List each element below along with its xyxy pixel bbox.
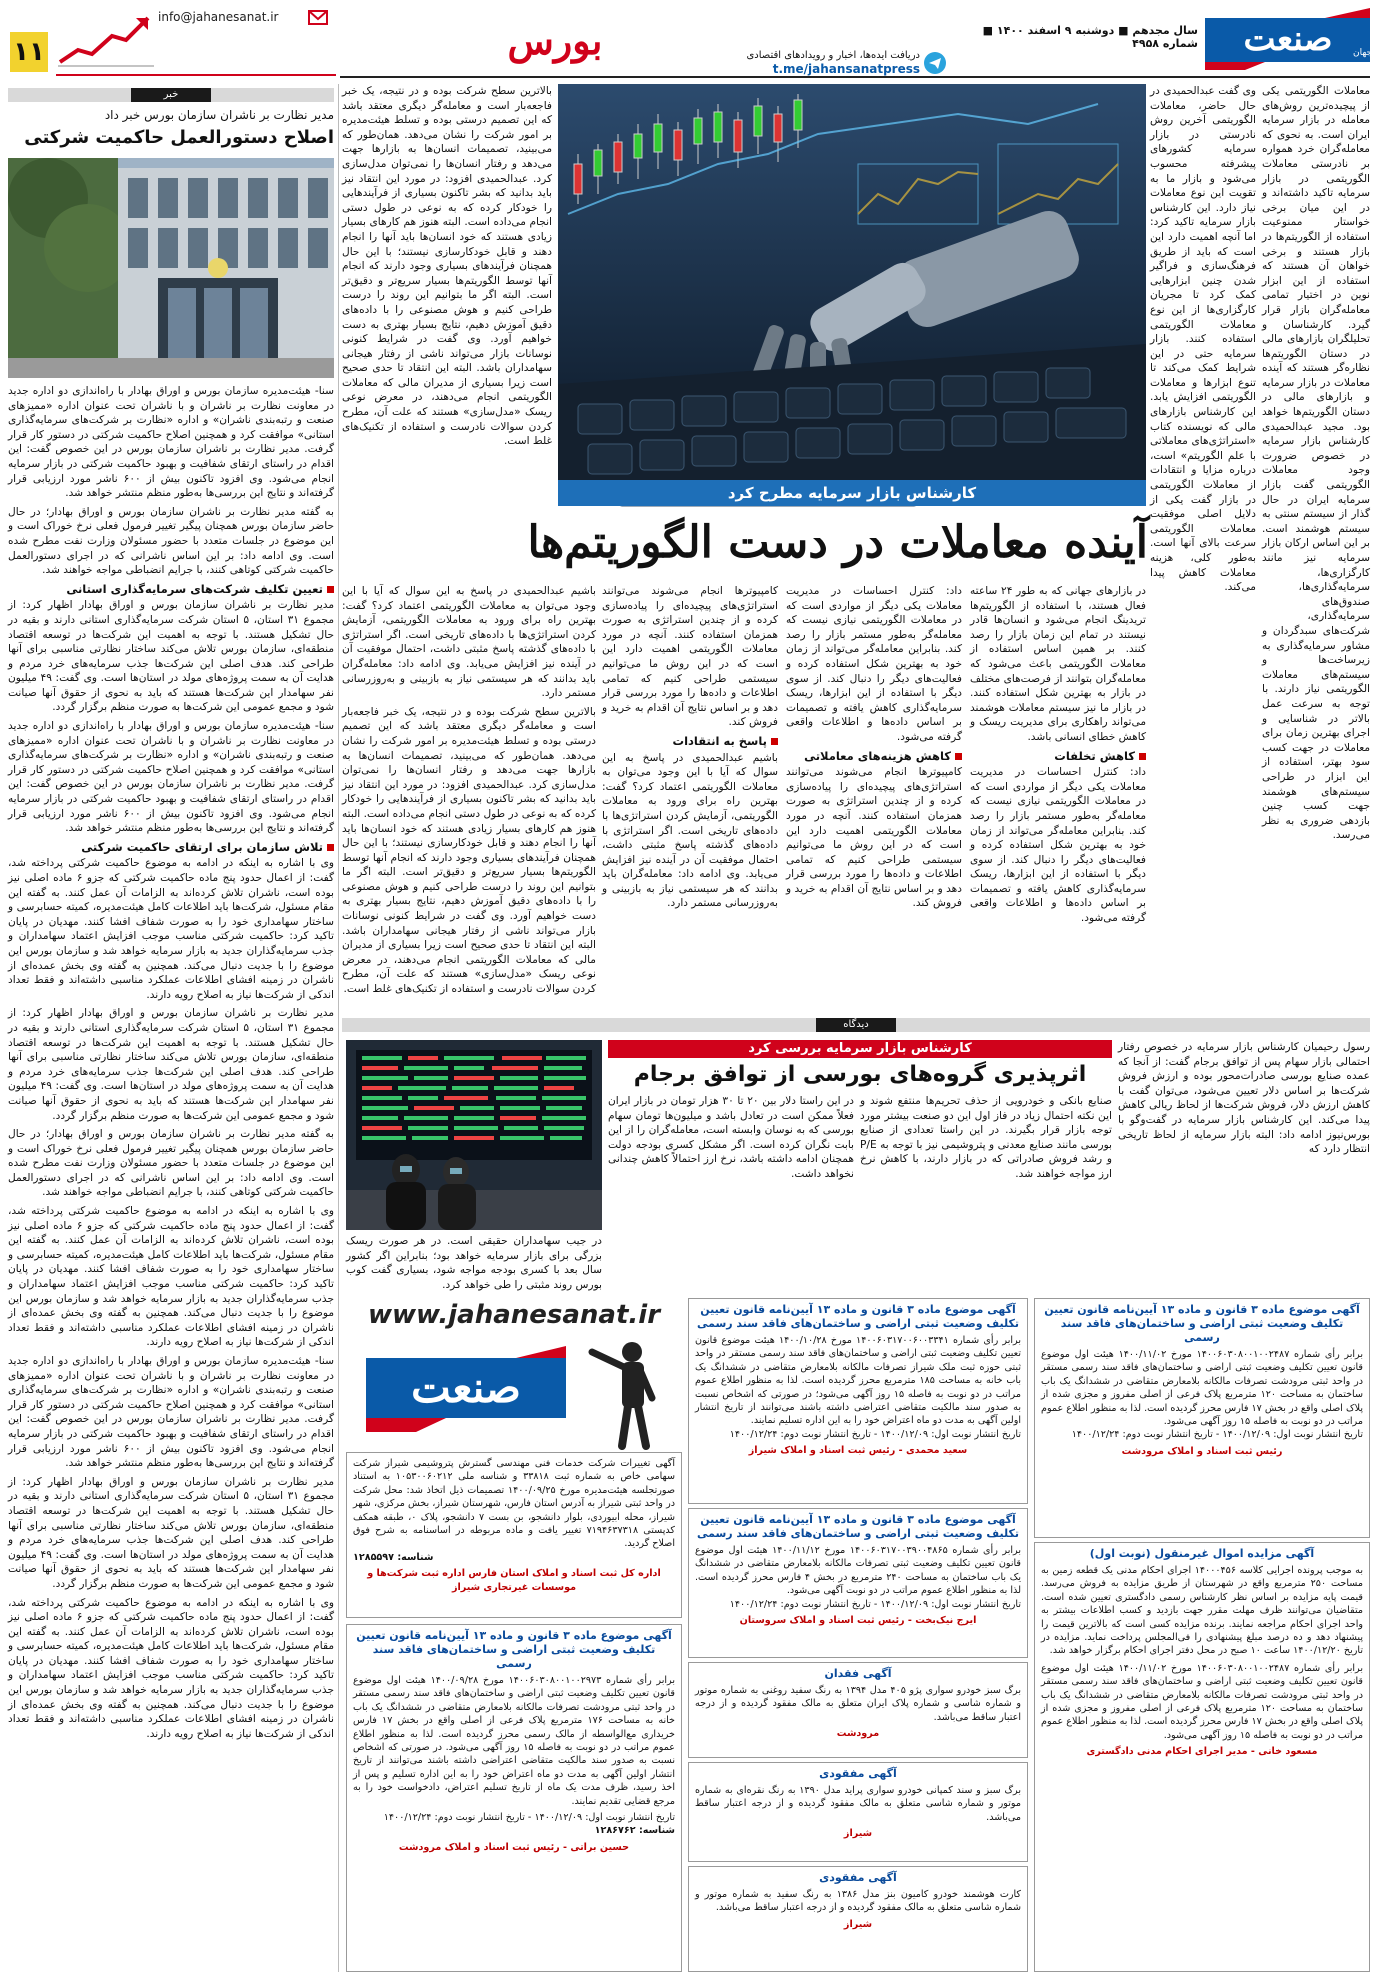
main-article-kicker-text: کارشناس بازار سرمایه مطرح کرد [727, 484, 977, 502]
main-article-col-lower-3 [602, 584, 778, 1012]
ad-id: شناسه: ۱۲۸۵۵۹۷ [353, 1551, 434, 1563]
ad-mid-4 [688, 1762, 1028, 1862]
main-article-text: معاملات الگوریتمی یکی از پیچیده‌ترین روش‌های معامله در بازار سرمایه ایران است. به نحوی که معامله‌گران خرد همواره بر نادرستی معاملات الگوریتمی در بازار سرمایه تاکید داشته‌اند و در این میان برخی خواستار ممنوعیت استفاده از الگوریتم‌ها در بازار هستند و برخی خواهان آن هستند که استفاده از این ابزار نوین در اختیار تمامی معامله‌گران بازار قرار گیرد. کارشناسان و تحلیلگران بازارهای مالی در دستان الگوریتم‌ها نظاره‌گر هستند که آینده معاملات در بازار سرمایه و بازارهای مالی در دستان الگوریتم‌ها خواهد بود. مجید عبدالحمیدی کارشناس بازار سرمایه در خصوص ضرورت وجود معاملات الگوریتمی گفت بازار سرمایه ایران در حال گذار از سیستم سنتی به سیستم هوشمند است. بر این اساس ارکان بازار سرمایه نیز مانند کارگزاری‌ها، سرمایه‌گذاری‌ها، صندوق‌های سرمایه‌گذاری، شرکت‌های سبدگردان و مشاور سرمایه‌گذاری به زیرساخت‌ها و سیستم‌های معاملات الگوریتمی نیاز دارند. با توجه به سرعت عمل بالاتر در شناسایی و اجرای بهترین زمان برای معاملات در جهت کسب سود بهتر، استفاده از این ابزار در طراحی سیستم‌های هوشمند جهت کسب چنین بازدهی ضروری به نظر می‌رسد. [1262, 85, 1370, 842]
ad-signature: مرودشت [836, 1728, 880, 1740]
subhead-takhalofat: کاهش تخلفات [970, 749, 1146, 764]
ad-mid-2 [688, 1508, 1028, 1658]
ad-date: تاریخ انتشار نوبت اول: ۱۴۰۰/۱۲/۰۹ - تاریخ انتشار نوبت دوم: ۱۴۰۰/۱۲/۲۴ [1071, 1429, 1363, 1441]
website-promo [346, 1298, 682, 1448]
ad-text: برگ سبز و سند کمپانی خودرو سواری پراید مدل ۱۳۹۰ به رنگ نقره‌ای به شماره موتور و شماره شاسی متعلق به مالک مفقود گردیده و از درجه اعتبار ساقط می‌باشد. [695, 1785, 1021, 1823]
ad-signature: سعید محمدی - رئیس ثبت اسناد و املاک شیراز [748, 1445, 968, 1457]
news-text: به گفته مدیر نظارت بر ناشران سازمان بورس و اوراق بهادار؛ در حال حاضر سازمان بورس همچنان پیگیر تغییر فرمول فعلی نرخ خوراک است و این موضوع در جلسات متعدد با حضور مسئولان وزارت نفت مطرح شده است. وی ادامه داد: بر این اساس ناشرانی که در اجرای دستورالعمل حاکمیت شرکتی کوتاهی کنند، با جرایم انضباطی مواجه خواهند شد. [8, 1128, 334, 1199]
ad-text: برابر رأی شماره ۱۴۰۰۶۰۳۰۸۰۰۱۰۰۲۴۸۷ مورخ ۱۴۰۰/۱۱/۰۲ هیئت اول موضوع قانون تعیین تکلیف وضعیت ثبتی اراضی و ساختمان‌های فاقد سند رسمی مستقر در واحد ثبتی مرودشت تصرفات مالکانه بلامعارض متقاضی در ششدانگ یک باب ساختمان به مساحت ۱۲۰ مترمربع پلاک فرعی از اصلی مفروز و مجزی شده از پلاک اصلی واقع در بخش ۱۷ فارس محرز گردیده است. لذا به منظور اطلاع عموم مراتب در دو نوبت به فاصله ۱۵ روز آگهی می‌شود. [1041, 1349, 1364, 1428]
main-article-text: بالاترین سطح شرکت بوده و در نتیجه، یک خبر فاجعه‌بار است و معامله‌گر دیگری معتقد باشد که این تصمیم درستی بوده و تسلط هیئت‌مدیره بر امور شرکت را نشان می‌دهد. همان‌طور که می‌بینید، تصمیمات انسان‌ها به بازارها جهت می‌دهد و رفتار انسان‌ها را نمی‌توان مدل‌سازی کرد. عبدالحمیدی افزود: در مورد این انتقاد نیز باید بدانید که بشر تاکنون بسیاری از فرآیندهایی را خودکار کرده که به نوعی در طول دستی انجام می‌داده است. البته هنوز هم کارهای بسیار زیادی هستند که خود انسان‌ها باید آنها را انجام دهند و قابل خودکارسازی نیستند؛ با این حال همچنان فرآیندهای بسیاری وجود دارند که انجام آنها توسط الگوریتم‌ها بسیار سریع‌تر و دقیق‌تر است. البته اگر ما بتوانیم این روند را درست طراحی کنیم و هوش مصنوعی را با داده‌های دقیق آموزش دهیم، نتایج بسیار بهتری به دست خواهیم آورد. وی گفت در شرایط کنونی نوسانات بازار می‌تواند ناشی از رفتار هیجانی سهامداران باشد. البته این انتقاد تا حدی صحیح است زیرا بسیاری از مدیران مالی که معاملات الگوریتمی انجام می‌دهند، در معرض نوعی ریسک «مدل‌سازی» هستند که علت آن، مطرح کردن سوالات نادرست و استفاده از تکنیک‌های غلط است. [342, 85, 552, 448]
didehgah-tag-bar [342, 1018, 1370, 1032]
telegram-link[interactable]: t.me/jahansanatpress [772, 62, 920, 76]
page-number: ۱۱ [13, 37, 45, 67]
main-article-headline: آینده معاملات در دست الگوریتم‌ها [527, 517, 1148, 568]
didehgah-tag: دیدگاه [816, 1018, 896, 1032]
subhead-entegad: پاسخ به انتقادات [602, 734, 778, 749]
didehgah-col-4 [346, 1234, 602, 1294]
page-number-box [10, 32, 48, 72]
news-headline: اصلاح دستورالعمل حاکمیت شرکتی [24, 127, 334, 148]
ad-right-2 [1034, 1542, 1370, 1972]
main-article-col-mid-top [342, 84, 552, 580]
ad-mid-1 [688, 1298, 1028, 1504]
main-article-col-right-2 [1150, 84, 1256, 784]
email-text[interactable]: info@jahanesanat.ir [158, 10, 279, 24]
news-text: به گفته مدیر نظارت بر ناشران سازمان بورس و اوراق بهادار؛ در حال حاضر سازمان بورس همچنان پیگیر تغییر فرمول فعلی نرخ خوراک است و این موضوع در جلسات متعدد با حضور مسئولان وزارت نفت مطرح شده است. وی ادامه داد: بر این اساس ناشرانی که در اجرای دستورالعمل حاکمیت شرکتی کوتاهی کنند، با جرایم انضباطی مواجه خواهند شد. [8, 505, 334, 577]
news-body [8, 384, 334, 1972]
robot-trading-image [558, 84, 1146, 506]
news-text: مدیر نظارت بر ناشران سازمان بورس و اوراق بهادار اظهار کرد: از مجموع ۳۱ استان، ۵ استان شرکت سرمایه‌گذاری استانی دارند و بقیه در حال تشکیل هستند. با توجه به اهمیت این شرکت‌ها در توسعه اقتصاد منطقه‌ای، سازمان بورس تلاش می‌کند ساختار نظارتی مناسبی برای آنها طراحی کند. هدف اصلی این شرکت‌ها جذب سرمایه‌های خرد مردم و هدایت آن به سمت پروژه‌های مولد در استان‌ها است. وی گفت: ۴۹ میلیون نفر سهامدار این شرکت‌ها هستند که باید به نحوی از حقوق آنها صیانت شود و مجمع عمومی این شرکت‌ها به صورت منظم برگزار گردد. [8, 1475, 334, 1590]
news-text: مدیر نظارت بر ناشران سازمان بورس و اوراق بهادار اظهار کرد: از مجموع ۳۱ استان، ۵ استان شرکت سرمایه‌گذاری استانی دارند و بقیه در حال تشکیل هستند. با توجه به اهمیت این شرکت‌ها در توسعه اقتصاد منطقه‌ای، سازمان بورس تلاش می‌کند ساختار نظارتی مناسبی برای آنها طراحی کند. هدف اصلی این شرکت‌ها جذب سرمایه‌های خرد مردم و هدایت آن به سمت پروژه‌های مولد در استان‌ها است. وی گفت: ۴۹ میلیون نفر سهامدار این شرکت‌ها هستند که باید به نحوی از حقوق آنها صیانت شود و مجمع عمومی این شرکت‌ها به صورت منظم برگزار گردد. [8, 599, 334, 714]
didehgah-text: صنایع بانکی و خودرویی از حذف تحریم‌ها منتفع شوند و این نکته احتمال زیاد در فاز اول این دو صنعت بیشتر مورد توجه بازار قرار بگیرند. در این راستا تعدادی از صنایع بورسی مانند صنایع معدنی و پتروشیمی نیز با توجه به P/E و رشد فروش صادراتی که در بازار دارند، با کاهش نرخ ارز مواجه خواهند شد. [860, 1095, 1112, 1180]
header-underline-left [56, 74, 336, 76]
didehgah-text: در این راستا دلار بین ۲۰ تا ۳۰ هزار تومان در بازار ایران فعلاً ممکن است در تعادل باشد و میلیون‌ها تومان سهام بورسی که به نوسان وابسته است، معامله‌گران را از این بابت نگران کرده است. اگر مشکل کسری بودجه دولت همچنان ادامه داشته باشد، نرخ ارز احتمالاً کاهش چندانی نخواهد داشت. [608, 1095, 854, 1180]
ad-signature: شیراز [843, 1828, 873, 1840]
ad-signature: حسین براتی - رئیس ثبت اسناد و املاک مرودشت [398, 1841, 630, 1853]
news-subhead-1: تعیین تکلیف شرکت‌های سرمایه‌گذاری استانی [8, 582, 334, 597]
main-article-text: وی گفت عبدالحمیدی در حال حاضر، معاملات الگوریتمی آخرین روش نادرستی در بازار سرمایه کشورهای پیشرفته محسوب می‌شود و بازار ما به تقویت این نوع معاملات نیاز دارد. این کارشناس بازار سرمایه تاکید کرد: اما آنچه اهمیت دارد این است که باید از طریق فرهنگ‌سازی و فراگیر شدن چنین ابزارهایی کمک کرد تا مجریان کارگزاری‌ها از این نوع معاملات الگوریتمی استفاده کنند. بازار سرمایه حتی در این شرایط کمک می‌کند تا تنوع ابزارها و معاملات الگوریتمی افزایش یابد. این کارشناس بازارهای مالی که نویسنده کتاب «استراتژی‌های معاملاتی با علم الگوریتم» است، درباره مزایا و انتقادات از معاملات الگوریتمی در بازار گفت یکی از دلایل اصلی موفقیت معاملات الگوریتمی سرعت بالای آنها است. به‌طور کلی، هزینه معاملات کاهش پیدا می‌کند. [1150, 85, 1256, 594]
subhead-hazine: کاهش هزینه‌های معاملاتی [786, 749, 962, 764]
didehgah-text: رسول رحیمیان کارشناس بازار سرمایه در خصوص رفتار احتمالی بازار سهام پس از توافق برجام گفت: از آنجا که عمده صنایع بورسی صادرات‌محور بوده و ارزش فروش شرکت‌ها بر اساس دلار تعیین می‌شود، می‌توان گفت با کاهش ارزش دلار، فروش شرکت‌ها از لحاظ ریالی کاهش پیدا می‌کند. این کارشناس بازار سرمایه در گفت‌وگو با بورس‌نیوز ادامه داد: البته بازار سرمایه از لحاظ تاریخی انتظار دارد که [1118, 1041, 1370, 1156]
main-article-text: داد: کنترل احساسات در مدیریت معاملات یکی دیگر از مواردی است که در معاملات الگوریتمی نیازی نیست که معامله‌گر به‌طور مستمر بازار را رصد کند. بنابراین معامله‌گر می‌تواند از زمان خود به بهترین شکل استفاده کرده و فعالیت‌های دیگر را دنبال کند. از سوی دیگر با استفاده از این ابزارها، ریسک سرمایه‌گذاری کاهش یافته و تصمیمات بر اساس داده‌ها و اطلاعات واقعی گرفته می‌شود. [786, 585, 962, 743]
didehgah-col-1 [1118, 1040, 1370, 1230]
ad-date: تاریخ انتشار نوبت اول: ۱۴۰۰/۱۲/۰۹ - تاریخ انتشار نوبت دوم: ۱۴۰۰/۱۲/۲۴ [729, 1598, 1021, 1610]
main-article-col-right-1 [1262, 84, 1370, 842]
main-article-text: باشیم عبدالحمیدی در پاسخ به این سوال که آیا با این وجود می‌توان به معاملات الگوریتمی اعتماد کرد؟ گفت: بهترین راه برای ورود به معاملات الگوریتمی، آزمایش کردن استراتژی‌ها با داده‌های تاریخی است. اگر استراتژی با داده‌های گذشته پاسخ مثبتی داشت، احتمال موفقیت آن در آینده نیز افزایش می‌یابد. وی ادامه داد: معامله‌گران باید بدانند که هر سیستمی نیاز به بازبینی و به‌روزرسانی مستمر دارد. [602, 751, 778, 910]
ad-title: آگهی موضوع ماده ۳ قانون و ماده ۱۳ آیین‌نامه قانون تعیین تکلیف وضعیت ثبتی اراضی و ساختمان‌های فاقد سند رسمی [1044, 1303, 1360, 1344]
ad-signature: ایرج نیک‌بخت - رئیس ثبت اسناد و املاک سروستان [739, 1615, 977, 1627]
website-url[interactable]: www.jahanesanat.ir [367, 1300, 661, 1330]
bourse-hall-photo [346, 1040, 602, 1230]
main-article-kicker [558, 480, 1146, 506]
logo-subtext: جهان [1353, 48, 1373, 58]
ad-text: برابر رأی شماره ۱۴۰۰۶۰۳۰۸۰۰۱۰۰۲۹۷۳ مورخ ۱۴۰۰/۰۹/۲۸ هیئت اول موضوع قانون تعیین تکلیف وضعیت ثبتی اراضی و ساختمان‌های فاقد سند رسمی مستقر در واحد ثبتی مرودشت تصرفات مالکانه بلامعارض متقاضی در ششدانگ یک باب خانه به مساحت ۱۷۶ مترمربع پلاک فرعی از اصلی واقع در بخش ۱۷ فارس خریداری مع‌الواسطه از مالک رسمی محرز گردیده است. لذا به منظور اطلاع عموم مراتب در دو نوبت به فاصله ۱۵ روز آگهی می‌شود. در صورتی که اشخاص نسبت به صدور سند مالکیت متقاضی اعتراضی داشته باشند می‌توانند از تاریخ انتشار اولین آگهی به مدت دو ماه اعتراض خود را به این اداره تسلیم و پس از اخذ رسید، ظرف مدت یک ماه از تاریخ تسلیم اعتراض، دادخواست خود را به مرجع قضایی تقدیم نمایند. [353, 1675, 676, 1807]
ad-signature: رئیس ثبت اسناد و املاک مرودشت [1121, 1445, 1283, 1457]
header-rule [340, 76, 1370, 78]
ad-text: برابر رأی شماره ۱۴۰۰۶۰۳۰۸۰۰۱۰۰۲۴۸۷ مورخ ۱۴۰۰/۱۱/۰۲ هیئت اول موضوع قانون تعیین تکلیف وضعیت ثبتی اراضی و ساختمان‌های فاقد سند رسمی مستقر در واحد ثبتی مرودشت تصرفات مالکانه بلامعارض متقاضی در ششدانگ یک باب ساختمان به مساحت ۱۲۰ مترمربع پلاک فرعی از اصلی مفروز و مجزی شده از پلاک اصلی واقع در بخش ۱۷ فارس محرز گردیده است. لذا به منظور اطلاع عموم مراتب در دو نوبت به فاصله ۱۵ روز آگهی می‌شود. [1041, 1662, 1364, 1741]
ad-signature: شیراز [843, 1918, 873, 1930]
ad-date: تاریخ انتشار نوبت اول: ۱۴۰۰/۱۲/۰۹ - تاریخ انتشار نوبت دوم: ۱۴۰۰/۱۲/۲۴ [383, 1812, 675, 1824]
column-divider [338, 84, 339, 1972]
didehgah-col-3 [608, 1094, 854, 1230]
news-text: سنا- هیئت‌مدیره سازمان بورس و اوراق بهادار با راه‌اندازی دو اداره جدید در معاونت نظارت بر ناشران و با ناشران تحت عنوان اداره «ممیزهای صنعت و رتبه‌بندی ناشران» و اداره «نظارت بر شرکت‌های سرمایه‌گذاری استانی» موافقت کرد و همچنین اصلاح حاکمیت شرکتی در دستور کار قرار گرفت. مدیر نظارت بر ناشران سازمان بورس در این خصوص گفت: این اقدام در راستای ارتقای شفافیت و بهبود حاکمیت شرکتی در بازار سرمایه انجام می‌شود. وی افزود تاکنون بیش از ۶۰۰ ناشر مورد ارزیابی قرار گرفته‌اند و نتایج این بررسی‌ها به‌طور منظم منتشر خواهد شد. [8, 720, 334, 835]
news-tag-bar [8, 88, 334, 102]
email-icon [308, 8, 330, 26]
main-article-text: در بازارهای جهانی که به طور ۲۴ ساعته فعال هستند، با استفاده از الگوریتم‌ها تریدینگ انجام می‌شود و انسان‌ها قادر نیستند در تمام این زمان بازار را رصد کنند. بر همین اساس استفاده از معاملات الگوریتمی باعث می‌شود که معامله‌گران بتوانند از فرصت‌های مختلف در بازار به بهترین شکل استفاده کنند. در بازار ما نیز سیستم معاملات هوشمند می‌تواند راهکاری برای مدیریت ریسک و کاهش خطای انسانی باشد. [970, 585, 1146, 743]
news-subhead-2: تلاش سازمان برای ارتقای حاکمیت شرکتی [8, 840, 334, 855]
ad-left-land-title [346, 1624, 682, 1972]
main-article-text: باشیم عبدالحمیدی در پاسخ به این سوال که آیا با این وجود می‌توان به معاملات الگوریتمی اعتماد کرد؟ گفت: بهترین راه برای ورود به معاملات الگوریتمی، آزمایش کردن استراتژی‌ها با داده‌های تاریخی است. اگر استراتژی با داده‌های گذشته پاسخ مثبتی داشت، احتمال موفقیت آن در آینده نیز افزایش می‌یابد. وی ادامه داد: معامله‌گران باید بدانند که هر سیستمی نیاز به بازبینی و به‌روزرسانی مستمر دارد. [342, 585, 596, 700]
newspaper-logo [1205, 8, 1373, 70]
ad-title: آگهی موضوع ماده ۳ قانون و ماده ۱۳ آیین‌نامه قانون تعیین تکلیف وضعیت ثبتی اراضی و ساختمان‌های فاقد سند رسمی [696, 1513, 1020, 1540]
ad-mid-3 [688, 1662, 1028, 1758]
news-kicker: مدیر نظارت بر ناشران سازمان بورس خبر داد [104, 108, 334, 122]
ad-id: شناسه: ۱۲۸۶۷۶۲ [594, 1825, 675, 1837]
page-header [0, 0, 1378, 78]
didehgah-col-2 [860, 1094, 1112, 1230]
news-text: سنا- هیئت‌مدیره سازمان بورس و اوراق بهادار با راه‌اندازی دو اداره جدید در معاونت نظارت بر ناشران و با ناشران تحت عنوان اداره «ممیزهای صنعت و رتبه‌بندی ناشران» و اداره «نظارت بر شرکت‌های سرمایه‌گذاری استانی» موافقت کرد و همچنین اصلاح حاکمیت شرکتی در دستور کار قرار گرفت. مدیر نظارت بر ناشران سازمان بورس در این خصوص گفت: این اقدام در راستای ارتقای شفافیت و بهبود حاکمیت شرکتی در بازار سرمایه انجام می‌شود. وی افزود تاکنون بیش از ۶۰۰ ناشر مورد ارزیابی قرار گرفته‌اند و نتایج این بررسی‌ها به‌طور منظم منتشر خواهد شد. [8, 1355, 334, 1470]
telegram-icon [924, 52, 946, 74]
main-article-text: بالاترین سطح شرکت بوده و در نتیجه، یک خبر فاجعه‌بار است و معامله‌گر دیگری معتقد باشد که این تصمیم درستی بوده و تسلط هیئت‌مدیره بر امور شرکت را نشان می‌دهد. همان‌طور که می‌بینید، تصمیمات انسان‌ها به بازارها جهت می‌دهد و رفتار انسان‌ها را نمی‌توان مدل‌سازی کرد. عبدالحمیدی افزود: در مورد این انتقاد نیز باید بدانید که بشر تاکنون بسیاری از فرآیندهایی را خودکار کرده که به نوعی در طول دستی انجام می‌داده است. البته هنوز هم کارهای بسیار زیادی هستند که خود انسان‌ها باید آنها را انجام دهند و قابل خودکارسازی نیستند؛ با این حال همچنان فرآیندهای بسیاری وجود دارند که انجام آنها توسط الگوریتم‌ها بسیار سریع‌تر و دقیق‌تر است. البته اگر ما بتوانیم این روند را درست طراحی کنیم و هوش مصنوعی را با داده‌های دقیق آموزش دهیم، نتایج بسیار بهتری به دست خواهیم آورد. وی گفت در شرایط کنونی نوسانات بازار می‌تواند ناشی از رفتار هیجانی سهامداران باشد. البته این انتقاد تا حدی صحیح است زیرا بسیاری از مدیران مالی که معاملات الگوریتمی انجام می‌دهند، در معرض نوعی ریسک «مدل‌سازی» هستند که علت آن، مطرح کردن سوالات نادرست و استفاده از تکنیک‌های غلط است. [342, 705, 596, 996]
logo-text: صنعت [1243, 19, 1333, 59]
news-text: مدیر نظارت بر ناشران سازمان بورس و اوراق بهادار اظهار کرد: از مجموع ۳۱ استان، ۵ استان شرکت سرمایه‌گذاری استانی دارند و بقیه در حال تشکیل هستند. با توجه به اهمیت این شرکت‌ها در توسعه اقتصاد منطقه‌ای، سازمان بورس تلاش می‌کند ساختار نظارتی مناسبی برای آنها طراحی کند. هدف اصلی این شرکت‌ها جذب سرمایه‌های خرد مردم و هدایت آن به سمت پروژه‌های مولد در استان‌ها است. وی گفت: ۴۹ میلیون نفر سهامدار این شرکت‌ها هستند که باید به نحوی از حقوق آنها صیانت شود و مجمع عمومی این شرکت‌ها به صورت منظم برگزار گردد. [8, 1007, 334, 1122]
ad-title: آگهی مفقودی [819, 1767, 897, 1780]
ad-title: آگهی موضوع ماده ۳ قانون و ماده ۱۳ آیین‌نامه قانون تعیین تکلیف وضعیت ثبتی اراضی و ساختمان‌های فاقد سند رسمی [696, 1303, 1020, 1330]
main-article-text: داد: کنترل احساسات در مدیریت معاملات یکی دیگر از مواردی است که در معاملات الگوریتمی نیازی نیست که معامله‌گر به‌طور مستمر بازار را رصد کند. بنابراین معامله‌گر می‌تواند از زمان خود به بهترین شکل استفاده کرده و فعالیت‌های دیگر را دنبال کند. از سوی دیگر با استفاده از این ابزارها، ریسک سرمایه‌گذاری کاهش یافته و تصمیمات بر اساس داده‌ها و اطلاعات واقعی گرفته می‌شود. [970, 766, 1146, 925]
main-article-text: کامپیوترها انجام می‌شوند می‌توانند استراتژی‌های پیچیده‌ای را پیاده‌سازی کرده و از چندین استراتژی به صورت همزمان استفاده کنند. آنچه در مورد معاملات الگوریتمی اهمیت دارد این است که در این روش ما می‌توانیم سیستمی طراحی کنیم که تمامی اطلاعات و داده‌ها را مورد بررسی قرار دهد و بر اساس نتایج آن اقدام به خرید و فروش کند. [602, 585, 778, 729]
main-article-col-lower-2 [786, 584, 962, 1012]
main-article-col-lower-1 [970, 584, 1146, 1012]
ad-signature: مسعود خانی - مدیر اجرای احکام مدنی دادگستری [1086, 1746, 1318, 1758]
ad-text: برابر رأی شماره ۱۴۰۰۶۰۳۱۷۰۰۶۰۰۳۳۴۱ مورخ ۱۴۰۰/۱۰/۲۸ هیئت موضوع قانون تعیین تکلیف وضعیت ثبتی اراضی و ساختمان‌های فاقد سند رسمی مستقر در واحد ثبتی حوزه ثبت ملک شیراز تصرفات مالکانه بلامعارض متقاضی در ششدانگ یک باب خانه به مساحت ۱۸۵ مترمربع محرز گردیده است. لذا به منظور اطلاع عموم مراتب در دو نوبت به فاصله ۱۵ روز آگهی می‌شود؛ در صورتی که اشخاص نسبت به صدور سند مالکیت متقاضی اعتراضی داشته باشند می‌توانند از تاریخ انتشار اولین آگهی به مدت دو ماه اعتراض خود را به این اداره تسلیم نمایند. [695, 1335, 1021, 1427]
main-article-col-lower-4 [342, 584, 596, 1012]
section-title: بورس [507, 18, 603, 63]
ad-date: تاریخ انتشار نوبت اول: ۱۴۰۰/۱۲/۰۹ - تاریخ انتشار نوبت دوم: ۱۴۰۰/۱۲/۲۴ [729, 1428, 1021, 1440]
news-text: وی با اشاره به اینکه در ادامه به موضوع حاکمیت شرکتی پرداخته شد، گفت: از اعمال حدود پنج ماده حاکمیت شرکتی که جزو ۶ ماده اصلی نیز بوده است، ناشران تلاش کرده‌اند به الزامات آن عمل کنند. به گفته این مقام مسئول، شرکت‌ها باید اطلاعات کامل هیئت‌مدیره، کمیته حسابرسی و ساختار سهامداری خود را به صورت شفاف افشا کنند. مهدیان در پایان تاکید کرد: حاکمیت شرکتی مناسب موجب افزایش اعتماد سهامداران و جذب سرمایه‌گذاران جدید به بازار سرمایه خواهد شد و سازمان بورس این موضوع را با جدیت دنبال می‌کند. همچنین به گفته وی بخش عمده‌ای از ناشران در زمینه افشای اطلاعات عملکرد مناسبی داشته‌اند و فقط تعداد اندکی از شرکت‌ها نیاز به اصلاح رویه دارند. [8, 1596, 334, 1740]
ad-title: آگهی موضوع ماده ۳ قانون و ماده ۱۳ آیین‌نامه قانون تعیین تکلیف وضعیت ثبتی اراضی و ساختمان‌های فاقد سند رسمی [356, 1629, 672, 1670]
main-article-text: کامپیوترها انجام می‌شوند می‌توانند استراتژی‌های پیچیده‌ای را پیاده‌سازی کرده و از چندین استراتژی به صورت همزمان استفاده کنند. آنچه در مورد معاملات الگوریتمی اهمیت دارد این است که در این روش ما می‌توانیم سیستمی طراحی کنیم که تمامی اطلاعات و داده‌ها را مورد بررسی قرار دهد و بر اساس نتایج آن اقدام به خرید و فروش کند. [786, 766, 962, 910]
didehgah-headline: اثرپذیری گروه‌های بورسی از توافق برجام [633, 1062, 1087, 1087]
news-text: وی با اشاره به اینکه در ادامه به موضوع حاکمیت شرکتی پرداخته شد، گفت: از اعمال حدود پنج ماده حاکمیت شرکتی که جزو ۶ ماده اصلی نیز بوده است، ناشران تلاش کرده‌اند به الزامات آن عمل کنند. به گفته این مقام مسئول، شرکت‌ها باید اطلاعات کامل هیئت‌مدیره، کمیته حسابرسی و ساختار سهامداری خود را به صورت شفاف افشا کنند. مهدیان در پایان تاکید کرد: حاکمیت شرکتی مناسب موجب افزایش اعتماد سهامداران و جذب سرمایه‌گذاران جدید به بازار سرمایه خواهد شد و سازمان بورس این موضوع را با جدیت دنبال می‌کند. همچنین به گفته وی بخش عمده‌ای از ناشران در زمینه افشای اطلاعات عملکرد مناسبی داشته‌اند و فقط تعداد اندکی از شرکت‌ها نیاز به اصلاح رویه دارند. [8, 857, 334, 1001]
ad-text: برگ سبز خودرو سواری پژو ۴۰۵ مدل ۱۳۹۴ به رنگ سفید روغنی به شماره موتور و شماره شاسی و شماره پلاک ایران متعلق به مالک مفقود گردیده و از درجه اعتبار ساقط می‌باشد. [695, 1685, 1021, 1723]
ad-text: به موجب پرونده اجرایی کلاسه ۱۴۰۰۰۴۵۶ اجرای احکام مدنی یک قطعه زمین به مساحت ۲۵۰ مترمربع واقع در شهرستان از طریق مزایده به فروش می‌رسد. قیمت پایه مزایده بر اساس نظر کارشناس رسمی دادگستری تعیین شده است. متقاضیان می‌توانند ظرف مهلت مقرر جهت بازدید و کسب اطلاعات بیشتر به واحد اجرای احکام مراجعه نمایند. برنده مزایده کسی است که بالاترین قیمت را پیشنهاد دهد و ده درصد مبلغ پیشنهادی را فی‌المجلس پرداخت نماید. مزایده در تاریخ ۱۴۰۰/۱۲/۲۰ ساعت ۱۰ صبح در محل دفتر اجرای احکام برگزار خواهد شد. [1041, 1565, 1363, 1657]
ad-text: برابر رأی شماره ۱۴۰۰۶۰۳۱۷۰۰۳۹۰۰۴۸۶۵ مورخ ۱۴۰۰/۱۱/۱۲ هیئت اول موضوع قانون تعیین تکلیف وضعیت ثبتی تصرفات مالکانه بلامعارض متقاضی در ششدانگ یک باب ساختمان به مساحت ۲۴۰ مترمربع در بخش ۴ فارس محرز گردیده است. لذا به منظور اطلاع عموم مراتب در دو نوبت آگهی می‌شود. [695, 1545, 1022, 1597]
didehgah-text: در جیب سهامداران حقیقی است. در هر صورت ریسک بزرگی برای بازار سرمایه خواهد بود؛ بنابراین اگر کشور سال بعد با کسری بودجه مواجه شود، بسیاری گفت کوب بورس روند مثبتی را طی خواهد کرد. [346, 1235, 602, 1291]
sebourse-building-photo [8, 158, 334, 378]
telegram-caption: دریافت ایده‌ها، اخبار و رویدادهای اقتصادی [746, 50, 920, 61]
pointing-man-figure [586, 1338, 676, 1448]
growth-chart-icon [56, 10, 156, 70]
ad-title: آگهی مفقودی [819, 1871, 897, 1884]
ad-text: آگهی تغییرات شرکت خدمات فنی مهندسی گسترش پتروشیمی شیراز شرکت سهامی خاص به شماره ثبت ۳۳۸۱۸ و شناسه ملی ۱۰۵۳۰۰۶۰۲۱۲ به استناد صورتجلسه هیئت‌مدیره مورخ ۱۴۰۰/۰۹/۲۵ تصمیمات ذیل اتخاذ شد: محل شرکت در واحد ثبتی شیراز به آدرس استان فارس، شهرستان شیراز، بخش مرکزی، شهر شیراز، محله ابیوردی، بلوار دانشجو، بن بست ۷ دانشجو، پلاک ۰، طبقه همکف کدپستی ۷۱۹۴۶۳۷۳۱۸ تغییر یافت و ماده مربوطه در اساسنامه به شرح فوق اصلاح گردید. [353, 1458, 675, 1550]
promo-logo [356, 1342, 576, 1438]
ad-mid-5 [688, 1866, 1028, 1972]
ad-title: آگهی فقدان [824, 1667, 892, 1680]
promo-logo-text: صنعت [411, 1363, 521, 1412]
issue-info: سال مجدهم ■ دوشنبه ۹ اسفند ۱۴۰۰ ■ شماره ۴۹۵۸ [982, 24, 1198, 50]
didehgah-kicker-text: کارشناس بازار سرمایه بررسی کرد [748, 1041, 972, 1056]
ad-right-1 [1034, 1298, 1370, 1538]
ad-text: کارت هوشمند خودرو کامیون بنز مدل ۱۳۸۶ به رنگ سفید به شماره موتور و شماره شاسی متعلق به مالک مفقود گردیده و از درجه اعتبار ساقط می‌باشد. [695, 1889, 1021, 1914]
ad-signature: اداره کل ثبت اسناد و املاک استان فارس اداره ثبت شرکت‌ها و موسسات غیرتجاری شیراز [367, 1568, 661, 1593]
didehgah-kicker [608, 1040, 1112, 1058]
news-tag: خبر [131, 88, 211, 102]
ad-title: آگهی مزایده اموال غیرمنقول (نوبت اول) [1089, 1547, 1315, 1560]
news-text: وی با اشاره به اینکه در ادامه به موضوع حاکمیت شرکتی پرداخته شد، گفت: از اعمال حدود پنج ماده حاکمیت شرکتی که جزو ۶ ماده اصلی نیز بوده است، ناشران تلاش کرده‌اند به الزامات آن عمل کنند. به گفته این مقام مسئول، شرکت‌ها باید اطلاعات کامل هیئت‌مدیره، کمیته حسابرسی و ساختار سهامداری خود را به صورت شفاف افشا کنند. مهدیان در پایان تاکید کرد: حاکمیت شرکتی مناسب موجب افزایش اعتماد سهامداران و جذب سرمایه‌گذاران جدید به بازار سرمایه خواهد شد و سازمان بورس این موضوع را با جدیت دنبال می‌کند. همچنین به گفته وی بخش عمده‌ای از ناشران در زمینه افشای اطلاعات عملکرد مناسبی داشته‌اند و فقط تعداد اندکی از شرکت‌ها نیاز به اصلاح رویه دارند. [8, 1205, 334, 1349]
news-text: سنا- هیئت‌مدیره سازمان بورس و اوراق بهادار با راه‌اندازی دو اداره جدید در معاونت نظارت بر ناشران و با ناشران تحت عنوان اداره «ممیزهای صنعت و رتبه‌بندی ناشران» و اداره «نظارت بر شرکت‌های سرمایه‌گذاری استانی» موافقت کرد و همچنین اصلاح حاکمیت شرکتی در دستور کار قرار گرفت. مدیر نظارت بر ناشران سازمان بورس در این خصوص گفت: این اقدام در راستای ارتقای شفافیت و بهبود حاکمیت شرکتی در بازار سرمایه انجام می‌شود. وی افزود تاکنون بیش از ۶۰۰ ناشر مورد ارزیابی قرار گرفته‌اند و نتایج این بررسی‌ها به‌طور منظم منتشر خواهد شد. [8, 385, 334, 500]
ad-left-company-change [346, 1452, 682, 1618]
